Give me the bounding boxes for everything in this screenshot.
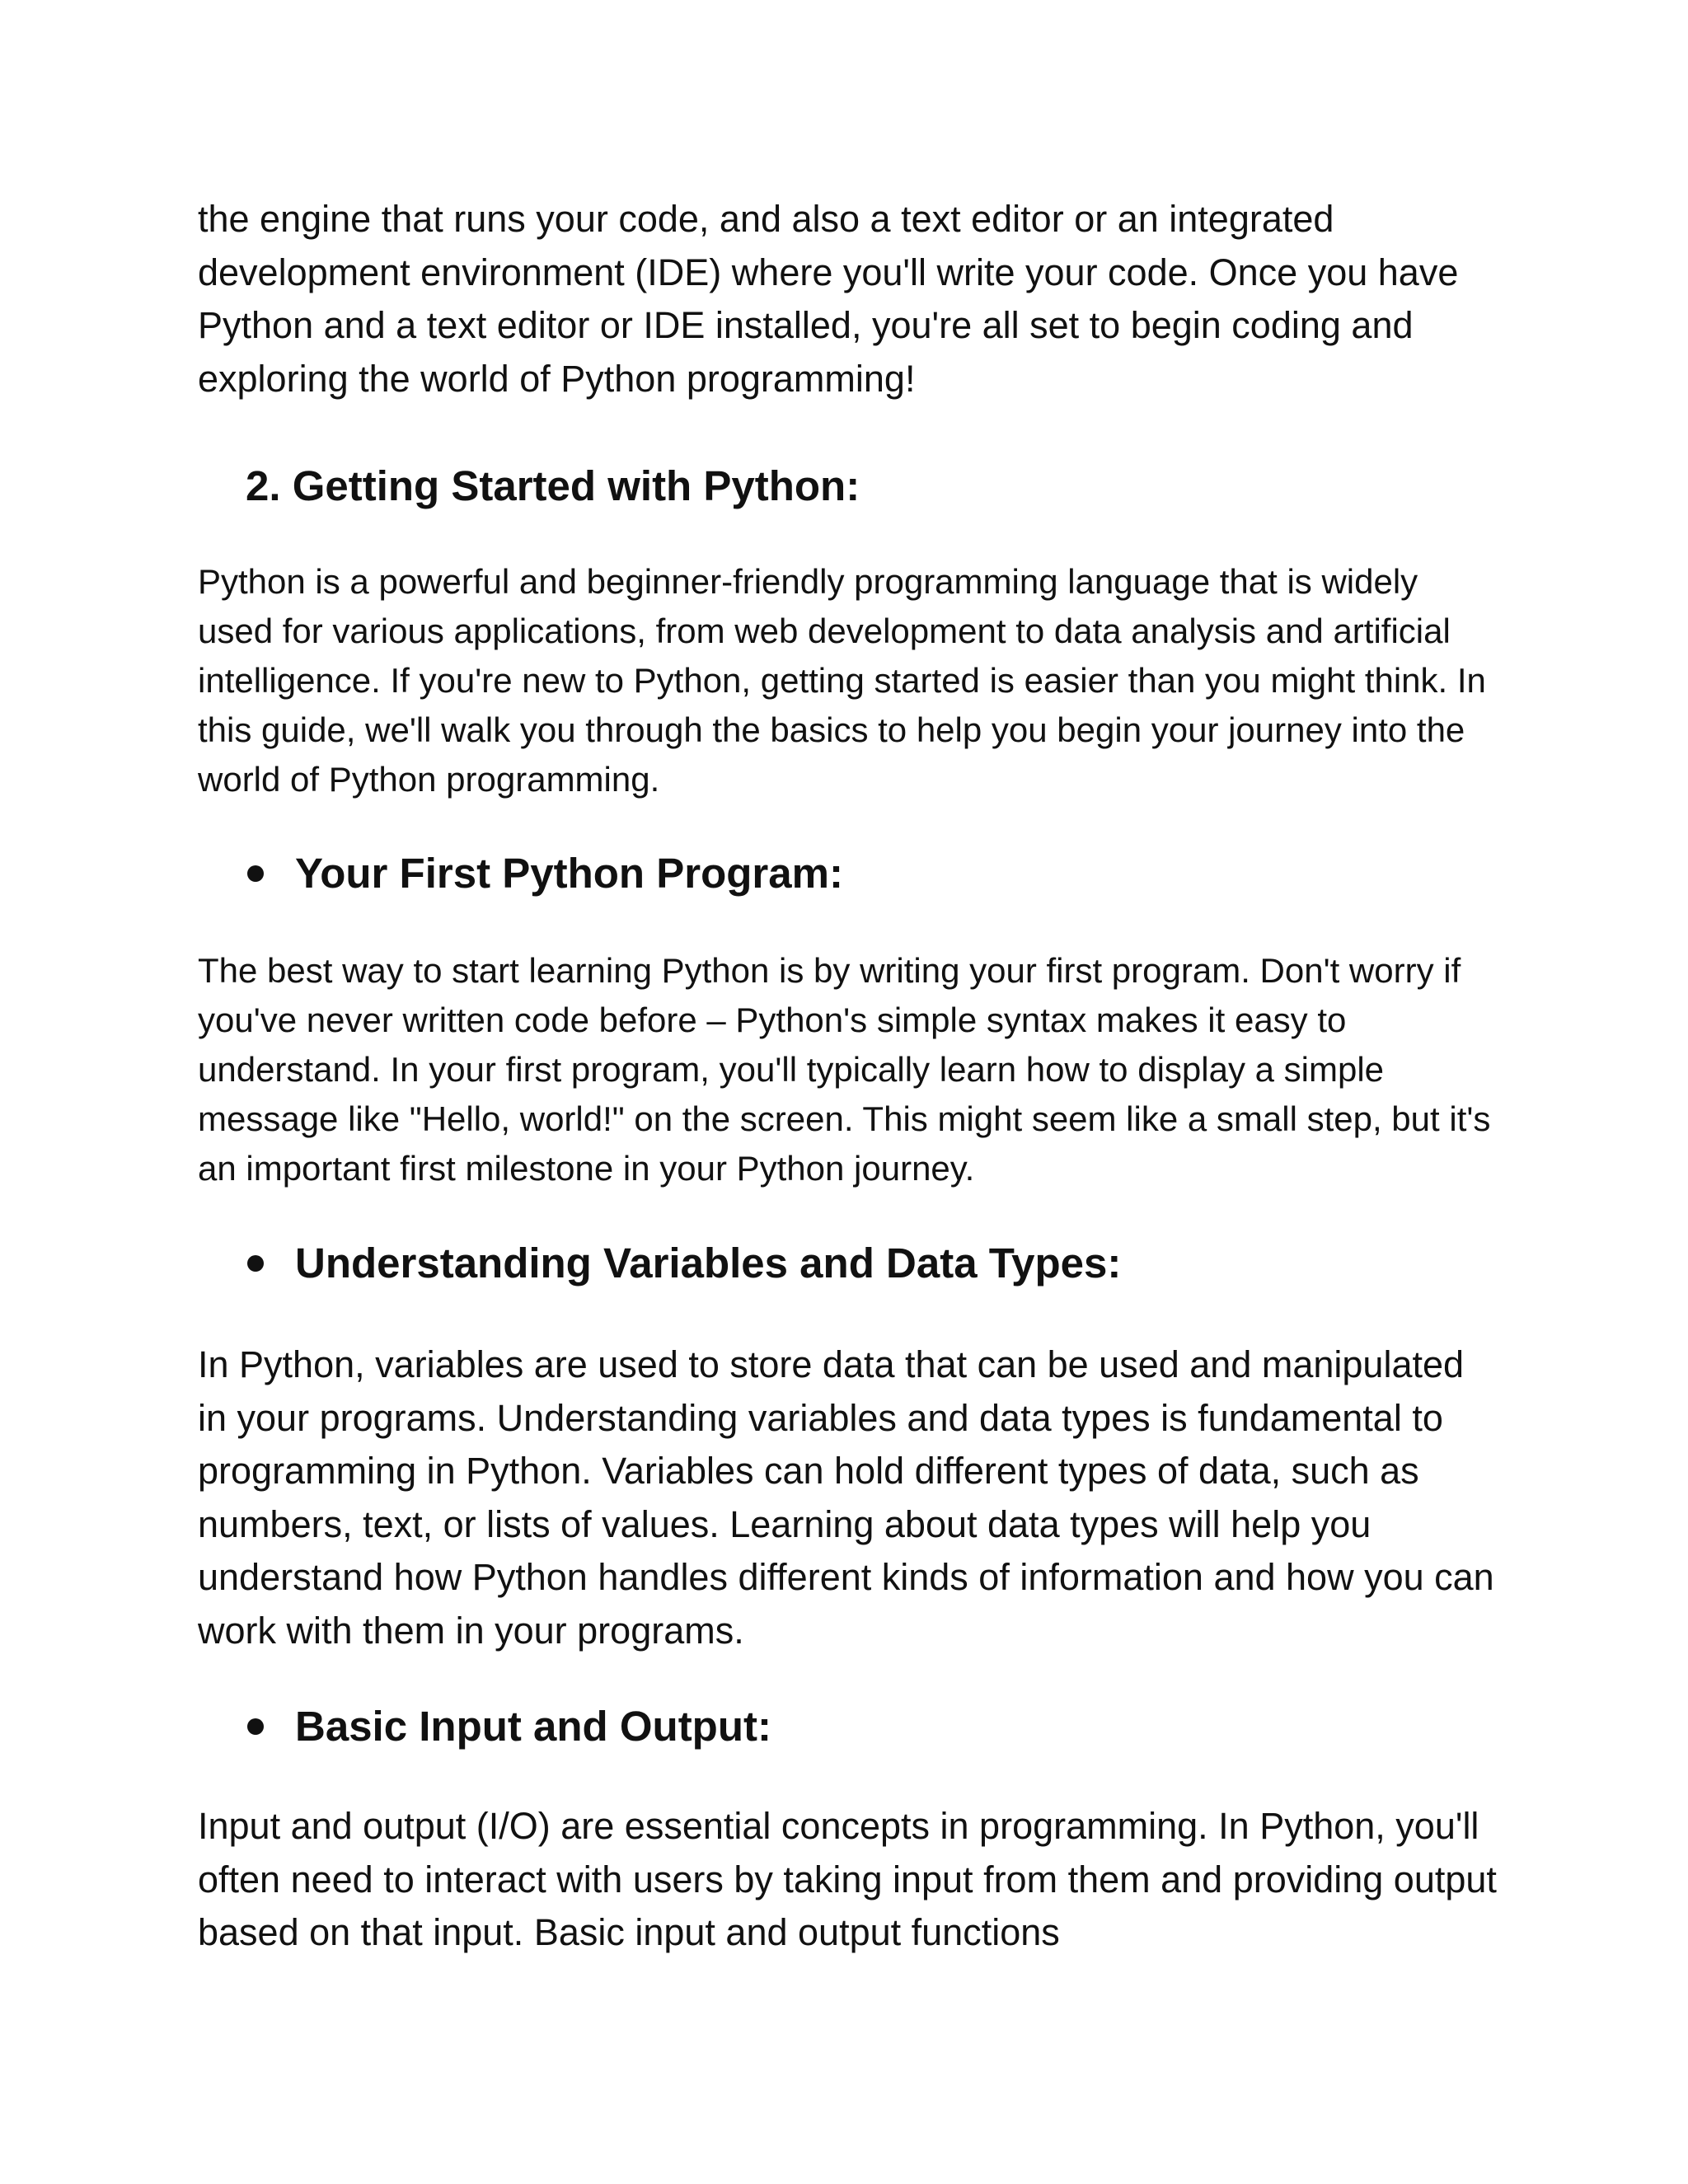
section-heading: 2. Getting Started with Python: (246, 462, 860, 509)
input-output-paragraph: Input and output (I/O) are essential concepts in programming. In Python, you'll often need to interact with users by taking input from them and providing output based on that input. Basic input and output functions (198, 1805, 1497, 1953)
bullet-icon (247, 865, 264, 882)
bullet-heading-input-output (247, 1702, 771, 1751)
bullet-heading-text: Understanding Variables and Data Types: (295, 1240, 1122, 1286)
first-program-paragraph: The best way to start learning Python is by writing your first program. Don't worry if you've never written code before – Python's simple syntax makes it easy to understand. In your first program, you'll typically learn how to display a simple message like "Hello, world!" on the screen. This might seem like a small step, but it's an important first milestone in your Python journey. (198, 951, 1491, 1188)
section-paragraph: Python is a powerful and beginner-friendly programming language that is widely used for various applications, from web development to data analysis and artificial intelligence. If you're new to Python, getting started is easier than you might think. In this guide, we'll walk you through the basics to help you begin your journey into the world of Python programming. (198, 562, 1486, 799)
bullet-icon (247, 1718, 264, 1735)
bullet-heading-variables (247, 1239, 1121, 1288)
bullet-heading-text: Your First Python Program: (295, 850, 843, 897)
bullet-heading-first-program (247, 849, 843, 898)
intro-paragraph: the engine that runs your code, and also a text editor or an integrated development environment (IDE) where you'll write your code. Once you have Python and a text editor or IDE installed, you're all set to begin coding and exploring the world of Python programming! (198, 198, 1459, 400)
bullet-icon (247, 1255, 264, 1272)
variables-paragraph: In Python, variables are used to store data that can be used and manipulated in your programs. Understanding variables and data types is fundamental to programming in Python. Variables can hold different types of data, such as numbers, text, or lists of values. Learning about data types will help you understand how Python handles different kinds of information and how you can work with them in your programs. (198, 1343, 1494, 1652)
bullet-heading-text: Basic Input and Output: (295, 1703, 771, 1750)
